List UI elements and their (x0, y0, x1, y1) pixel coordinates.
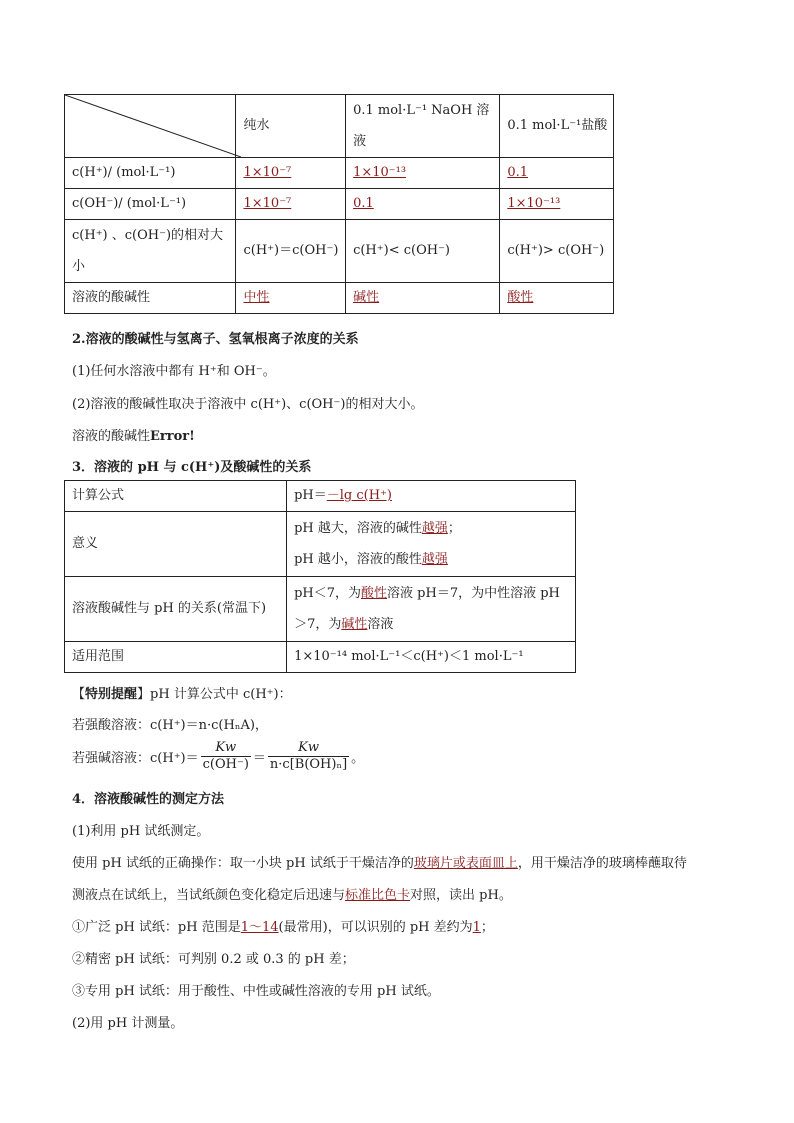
formula-value (287, 481, 576, 512)
tip-title: 特别提醒 (85, 687, 138, 702)
section4-item2: ②精密 pH 试纸：可判别 0.2 或 0.3 的 pH 差； (72, 952, 355, 967)
numerator: Kw (268, 740, 349, 757)
row-label-coh: c(OH⁻)/ (mol·L⁻¹) (65, 189, 236, 220)
answer-value: 0.1 (507, 165, 528, 180)
tip-acid: 若强酸溶液：c(H⁺)＝n·c(HₙA)， (72, 718, 268, 733)
section2-p3-text: 溶液的酸碱性 (72, 429, 151, 444)
table-row (65, 283, 614, 314)
section2-p2: (2)溶液的酸碱性取决于溶液中 c(H⁺)、c(OH⁻)的相对大小。 (72, 397, 424, 412)
text: ①广泛 pH 试纸：pH 范围是 (72, 920, 241, 935)
text: (最常用)，可以识别的 pH 差约为 (278, 920, 473, 935)
answer-value: 酸性 (507, 290, 534, 305)
fraction-1 (201, 740, 251, 773)
header-naoh-line2: 液 (353, 134, 367, 149)
row-label-nature: 溶液的酸碱性 (65, 283, 236, 314)
numerator: Kw (201, 740, 251, 757)
relation-text: 溶液 (367, 617, 394, 632)
table-header-row (65, 95, 614, 158)
answer-value: 越强 (421, 521, 448, 536)
diagonal-line (65, 95, 241, 157)
answer-value: －lg c(H⁺) (326, 488, 392, 503)
answer-value: 碱性 (341, 617, 368, 632)
ph-table (64, 480, 576, 673)
relation-value (287, 577, 576, 642)
meaning-text: pH 越小，溶液的酸性 (294, 552, 422, 567)
header-naoh-line1: 0.1 mol·L⁻¹ NaOH 溶 (353, 103, 490, 118)
answer-value: 标准比色卡 (345, 888, 411, 903)
table-row (65, 189, 614, 220)
compare-label-line2: 小 (72, 259, 86, 274)
table-row (65, 577, 576, 642)
section4-p3 (72, 884, 512, 903)
table-row (65, 158, 614, 189)
answer-value: 中性 (243, 290, 270, 305)
meaning-label: 意义 (65, 512, 287, 577)
answer-value: 碱性 (353, 290, 380, 305)
section2-p3 (72, 425, 195, 444)
compare-label-line1: c(H⁺) 、c(OH⁻)的相对大 (72, 228, 224, 243)
row-label-compare (65, 220, 236, 283)
compare-cell: c(H⁺)＝c(OH⁻) (236, 220, 346, 283)
error-text: Error! (150, 429, 195, 444)
relation-text: ＞7，为 (294, 617, 342, 632)
answer-value: 1 (472, 920, 481, 935)
table-row (65, 642, 576, 673)
bracket: 】 (137, 687, 151, 702)
row-label-ch: c(H⁺)/ (mol·L⁻¹) (65, 158, 236, 189)
section4-item1 (72, 916, 494, 935)
answer-value: 0.1 (353, 196, 374, 211)
denominator: n·c[B(OH)ₙ] (269, 757, 348, 772)
meaning-text: pH 越大，溶液的碱性 (294, 521, 422, 536)
header-pure-water: 纯水 (236, 95, 346, 158)
table-row (65, 512, 576, 577)
answer-value: 1×10⁻⁷ (243, 165, 292, 180)
text: ，用干燥洁净的玻璃棒蘸取待 (517, 856, 687, 871)
relation-text: 溶液 pH＝7，为中性溶液 pH (387, 586, 560, 601)
range-label: 适用范围 (65, 642, 287, 673)
equals: ＝ (252, 751, 266, 766)
answer-value: 越强 (421, 552, 448, 567)
formula-prefix: pH＝ (294, 488, 327, 503)
relation-label: 溶液酸碱性与 pH 的关系(常温下) (65, 577, 287, 642)
section4-p2 (72, 852, 687, 871)
denominator: c(OH⁻) (202, 757, 249, 772)
diagonal-header-cell (65, 95, 236, 158)
tip-base (72, 740, 364, 773)
text: ； (480, 920, 494, 935)
fraction-2 (268, 740, 349, 773)
answer-value: 酸性 (361, 586, 388, 601)
answer-value: 1×10⁻¹³ (353, 165, 407, 180)
meaning-text: ； (447, 521, 461, 536)
section4-p4: (2)用 pH 计测量。 (72, 1016, 184, 1031)
text: 对照，读出 pH。 (410, 888, 512, 903)
section3-heading: 3．溶液的 pH 与 c(H⁺)及酸碱性的关系 (72, 460, 312, 475)
table-row (65, 481, 576, 512)
meaning-value (287, 512, 576, 577)
relation-text: pH＜7，为 (294, 586, 362, 601)
tip-intro-text: pH 计算公式中 c(H⁺)： (150, 687, 292, 702)
compare-cell: c(H⁺)< c(OH⁻) (346, 220, 500, 283)
answer-value: 玻璃片或表面皿上 (413, 856, 518, 871)
tip-intro (72, 683, 292, 702)
answer-value: 1～14 (240, 920, 279, 935)
period: 。 (351, 751, 365, 766)
comparison-table (64, 94, 614, 314)
text: 测液点在试纸上，当试纸颜色变化稳定后迅速与 (72, 888, 346, 903)
section4-item3: ③专用 pH 试纸：用于酸性、中性或碱性溶液的专用 pH 试纸。 (72, 984, 440, 999)
section2-heading: 2.溶液的酸碱性与氢离子、氢氧根离子浓度的关系 (72, 332, 359, 347)
answer-value: 1×10⁻¹³ (507, 196, 561, 211)
range-value: 1×10⁻¹⁴ mol·L⁻¹＜c(H⁺)＜1 mol·L⁻¹ (287, 642, 576, 673)
tip-base-prefix: 若强碱溶液：c(H⁺)＝ (72, 751, 199, 766)
section4-p1: (1)利用 pH 试纸测定。 (72, 824, 210, 839)
header-naoh (346, 95, 500, 158)
table-row (65, 220, 614, 283)
bracket: 【 (72, 687, 86, 702)
formula-label: 计算公式 (65, 481, 287, 512)
header-hcl: 0.1 mol·L⁻¹盐酸 (500, 95, 614, 158)
answer-value: 1×10⁻⁷ (243, 196, 292, 211)
section2-p1: (1)任何水溶液中都有 H⁺和 OH⁻。 (72, 364, 276, 379)
section4-heading: 4．溶液酸碱性的测定方法 (72, 792, 225, 807)
text: 使用 pH 试纸的正确操作：取一小块 pH 试纸于干燥洁净的 (72, 856, 414, 871)
compare-cell: c(H⁺)> c(OH⁻) (500, 220, 614, 283)
